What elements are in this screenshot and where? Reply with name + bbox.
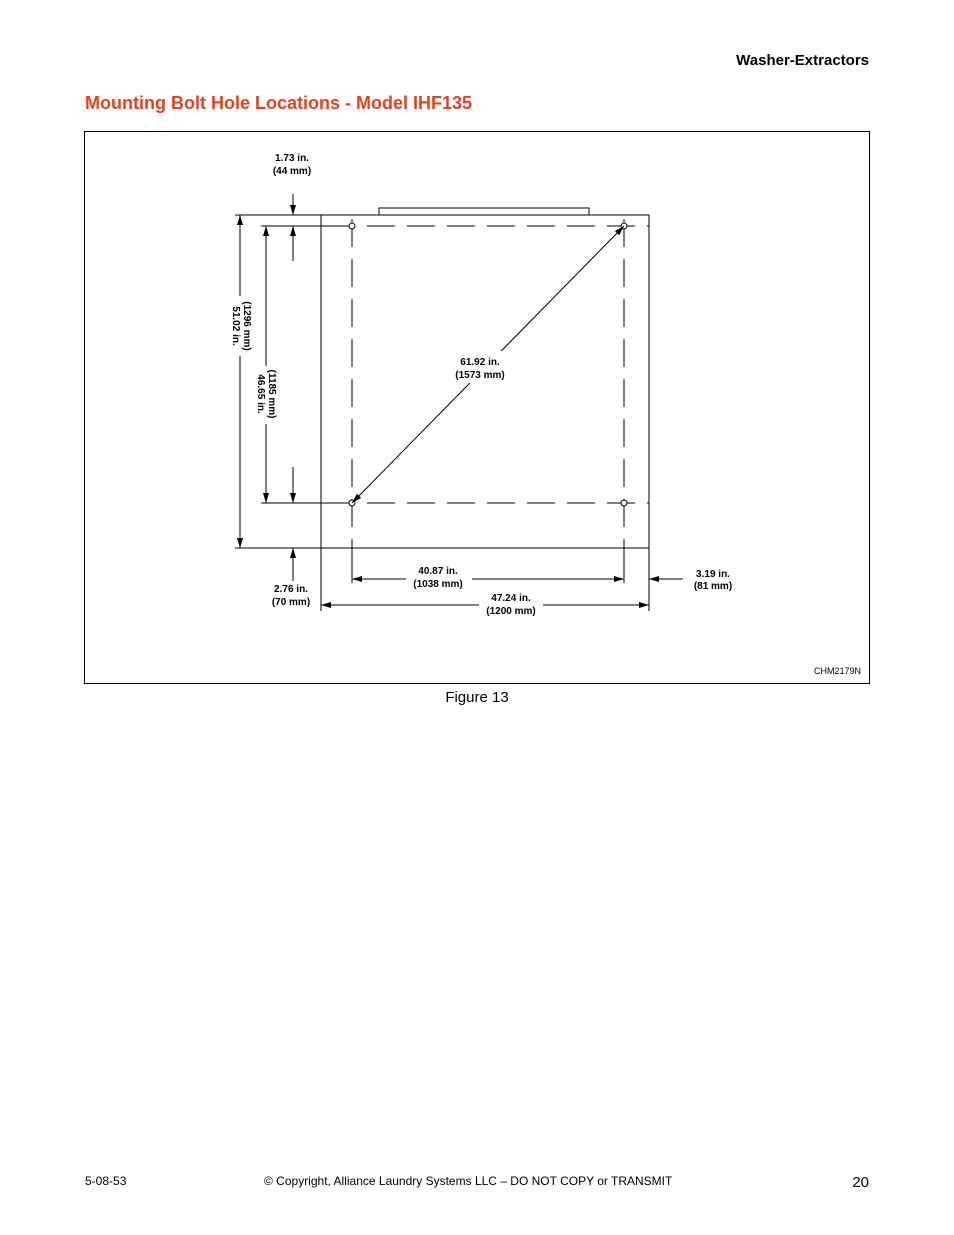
diagonal-label-mm: (1573 mm): [455, 370, 505, 381]
top-offset-label-mm: (44 mm): [272, 166, 312, 177]
overall-depth-label-in: 51.02 in.: [230, 306, 241, 346]
overall-depth-label-mm: (1296 mm): [241, 301, 252, 351]
bolt-depth-label-mm: (1185 mm): [266, 369, 277, 419]
bolt-width-label-mm: (1038 mm): [413, 579, 463, 590]
page-number: 20: [852, 1174, 869, 1191]
overall-width-label-mm: (1200 mm): [486, 606, 536, 617]
bolt-depth-label-in: 46.65 in.: [255, 374, 266, 414]
bolt-width-label-in: 40.87 in.: [418, 566, 458, 577]
figure-caption: [0, 689, 954, 706]
drawing-code: CHM2179N: [813, 666, 861, 676]
overall-width-label-in: 47.24 in.: [491, 593, 531, 604]
section-header: Washer-Extractors: [736, 52, 869, 69]
page-title: Mounting Bolt Hole Locations - Model IHF135: [85, 93, 472, 113]
diagonal-label-in: 61.92 in.: [460, 357, 500, 368]
extension-lines: [235, 215, 649, 611]
bolt-hole-top-left: [349, 223, 355, 229]
dimension-lines: [240, 194, 683, 605]
side-offset-label-in: 3.19 in.: [696, 569, 730, 580]
machine-top-tab: [379, 208, 589, 215]
mounting-diagram: [85, 132, 869, 683]
bottom-offset-label-in: 2.76 in.: [274, 584, 308, 595]
bottom-offset-label-mm: (70 mm): [271, 597, 311, 608]
copyright-notice: © Copyright, Alliance Laundry Systems LLC – DO NOT COPY or TRANSMIT: [264, 1174, 673, 1188]
side-offset-label-mm: (81 mm): [693, 581, 733, 592]
top-offset-label-in: 1.73 in.: [275, 153, 309, 164]
bolt-hole-bottom-right: [621, 500, 627, 506]
doc-number: 5-08-53: [85, 1174, 127, 1188]
figure-caption-text: Figure 13: [445, 689, 509, 706]
bolt-centerlines: [327, 219, 649, 548]
mounting-diagram-frame: [84, 131, 870, 684]
